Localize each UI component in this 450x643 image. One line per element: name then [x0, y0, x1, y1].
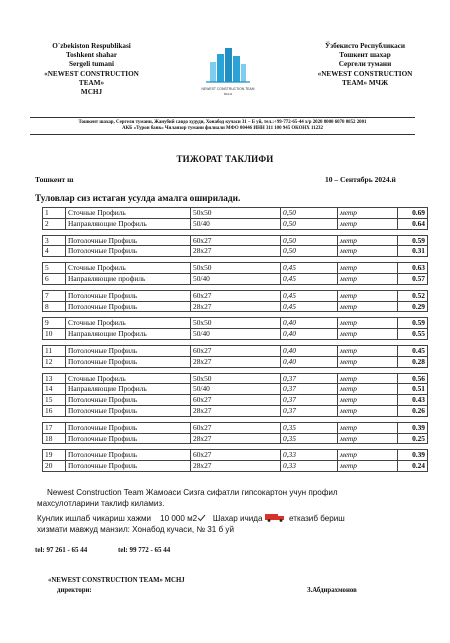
cell-n: 12	[43, 356, 66, 367]
cell-n: 15	[43, 395, 66, 406]
cell-unit: метр	[338, 450, 398, 461]
table-row	[43, 218, 428, 229]
header-divider-top	[30, 117, 415, 118]
header-right-line: «NEWEST CONSTRUCTION	[317, 69, 413, 78]
company-logo	[196, 40, 260, 104]
service-address: хизмати мавжуд манзил: Хонабод кучаси, № 31 б уй	[37, 524, 234, 534]
capacity-paragraph	[37, 513, 345, 535]
cell-n: 8	[43, 301, 66, 312]
cell-n: 5	[43, 263, 66, 274]
logo-subtext: MCHJ	[223, 92, 233, 96]
cell-size: 28x27	[191, 246, 281, 257]
cell-total: 0.45	[398, 345, 428, 356]
cell-price: 0,35	[281, 422, 338, 433]
cell-price: 0,37	[281, 395, 338, 406]
cell-price: 0,35	[281, 433, 338, 444]
cell-unit: метр	[338, 263, 398, 274]
cell-n: 1	[43, 208, 66, 219]
cell-name: Потолочные Профиль	[66, 246, 191, 257]
cell-size: 60x27	[191, 395, 281, 406]
cell-size: 50x50	[191, 318, 281, 329]
cell-unit: метр	[338, 405, 398, 416]
cell-size: 28x27	[191, 405, 281, 416]
cell-name: Потолочные Профиль	[66, 395, 191, 406]
cell-price: 0,40	[281, 318, 338, 329]
cell-n: 9	[43, 318, 66, 329]
capacity-value: 10 000 м2	[160, 514, 198, 523]
document-city: Тошкент ш	[35, 175, 74, 184]
cell-price: 0,37	[281, 405, 338, 416]
cell-total: 0.56	[398, 373, 428, 384]
cell-name: Потолочные Профиль	[66, 235, 191, 246]
cell-size: 28x27	[191, 461, 281, 472]
payment-note: Туловлар сиз истаган усулда амалга оширилади.	[35, 194, 241, 204]
cell-size: 60x27	[191, 235, 281, 246]
cell-n: 6	[43, 273, 66, 284]
cell-price: 0,45	[281, 273, 338, 284]
offer-line: Newest Construction Team Жамоаси Сизга сифатли гипсокартон учун профил	[47, 488, 338, 497]
cell-unit: метр	[338, 318, 398, 329]
delivery-text-start: Шахар ичида	[212, 514, 263, 523]
cell-unit: метр	[338, 273, 398, 284]
cell-size: 60x27	[191, 422, 281, 433]
table-row	[43, 329, 428, 340]
cell-price: 0,40	[281, 345, 338, 356]
cell-size: 60x27	[191, 450, 281, 461]
offer-line: махсулотларини таклиф киламиз.	[37, 498, 165, 508]
table-row	[43, 356, 428, 367]
table-row	[43, 433, 428, 444]
cell-n: 7	[43, 290, 66, 301]
cell-price: 0,33	[281, 461, 338, 472]
header-left-line: Sergeli tumani	[69, 60, 114, 69]
cell-price: 0,50	[281, 218, 338, 229]
cell-name: Потолочные Профиль	[66, 405, 191, 416]
table-row	[43, 405, 428, 416]
cell-name: Потолочные Профиль	[66, 433, 191, 444]
cell-total: 0.39	[398, 450, 428, 461]
cell-price: 0,50	[281, 208, 338, 219]
table-row	[43, 395, 428, 406]
table-row	[43, 235, 428, 246]
cell-name: Потолочные Профиль	[66, 422, 191, 433]
cell-n: 4	[43, 246, 66, 257]
cell-size: 50/40	[191, 218, 281, 229]
cell-name: Потолочные Профиль	[66, 290, 191, 301]
table-row	[43, 208, 428, 219]
cell-total: 0.55	[398, 329, 428, 340]
cell-size: 28x27	[191, 356, 281, 367]
document-title: ТИЖОРАТ ТАКЛИФИ	[176, 154, 274, 164]
header-right-line: Тошкент шахар	[339, 51, 391, 60]
cell-unit: метр	[338, 373, 398, 384]
capacity-line	[37, 513, 345, 525]
table-row	[43, 273, 428, 284]
cell-name: Потолочные Профиль	[66, 345, 191, 356]
cell-n: 10	[43, 329, 66, 340]
cell-total: 0.24	[398, 461, 428, 472]
table-row	[43, 384, 428, 395]
cell-total: 0.25	[398, 433, 428, 444]
cell-size: 50/40	[191, 329, 281, 340]
header-right-block	[300, 42, 430, 88]
cell-n: 11	[43, 345, 66, 356]
cell-price: 0,40	[281, 356, 338, 367]
cell-total: 0.64	[398, 218, 428, 229]
signature-company: «NEWEST CONSTRUCTION TEAM» МСНJ	[48, 577, 185, 584]
cell-price: 0,37	[281, 373, 338, 384]
cell-n: 13	[43, 373, 66, 384]
header-divider-bottom	[30, 134, 415, 135]
cell-price: 0,37	[281, 384, 338, 395]
cell-size: 28x27	[191, 433, 281, 444]
address-line: Тошкент шахар, Сергели тумани, Жанубий савдо худуди, Хонабод кучаси 31 – Б уй, тел.:+99-772-65-44 х/р 2020 8000 6070 0852 2001	[78, 120, 367, 125]
logo-text: NEWEST CONSTRUCTION TEAM	[201, 87, 255, 91]
cell-name: Сточные Профиль	[66, 208, 191, 219]
table-row	[43, 422, 428, 433]
cell-unit: метр	[338, 356, 398, 367]
table-row	[43, 345, 428, 356]
cell-price: 0,45	[281, 301, 338, 312]
phone-1: tel: 97 261 - 65 44	[35, 546, 88, 554]
phone-2: tel: 99 772 - 65 44	[118, 546, 171, 554]
header-left-line: Toshkent shahar	[65, 51, 118, 60]
offer-paragraph	[37, 488, 338, 509]
cell-total: 0.39	[398, 422, 428, 433]
table-row	[43, 318, 428, 329]
cell-n: 20	[43, 461, 66, 472]
cell-unit: метр	[338, 290, 398, 301]
signature-name: З.Абдирахмонов	[307, 587, 357, 594]
cell-total: 0.57	[398, 273, 428, 284]
document-date: 10 – Сентябрь 2024.й	[325, 175, 396, 184]
cell-n: 18	[43, 433, 66, 444]
signature-role: директори:	[57, 587, 92, 594]
header-right-line: Сергели тумани	[338, 60, 392, 69]
cell-total: 0.63	[398, 263, 428, 274]
cell-size: 50/40	[191, 273, 281, 284]
cell-size: 50/40	[191, 384, 281, 395]
cell-total: 0.51	[398, 384, 428, 395]
cell-total: 0.26	[398, 405, 428, 416]
cell-unit: метр	[338, 345, 398, 356]
cell-size: 50x50	[191, 373, 281, 384]
cell-name: Направляющие Профиль	[66, 384, 191, 395]
cell-name: Направляющие Профиль	[66, 218, 191, 229]
cell-n: 17	[43, 422, 66, 433]
cell-unit: метр	[338, 301, 398, 312]
cell-price: 0,50	[281, 235, 338, 246]
price-table	[42, 207, 428, 472]
capacity-label: Кунлик ишлаб чикариш хажми	[37, 514, 152, 523]
cell-price: 0,40	[281, 329, 338, 340]
cell-unit: метр	[338, 461, 398, 472]
table-row	[43, 373, 428, 384]
cell-total: 0.31	[398, 246, 428, 257]
table-row	[43, 246, 428, 257]
cell-unit: метр	[338, 235, 398, 246]
cell-name: Потолочные Профиль	[66, 301, 191, 312]
cell-n: 16	[43, 405, 66, 416]
cell-total: 0.52	[398, 290, 428, 301]
cell-size: 60x27	[191, 290, 281, 301]
cell-unit: метр	[338, 329, 398, 340]
table-row	[43, 290, 428, 301]
delivery-text-end: етказиб бериш	[289, 514, 345, 523]
cell-name: Сточные Профиль	[66, 373, 191, 384]
cell-total: 0.59	[398, 235, 428, 246]
cell-price: 0,45	[281, 290, 338, 301]
cell-name: Направляющие Профиль	[66, 329, 191, 340]
cell-price: 0,50	[281, 246, 338, 257]
cell-size: 50x50	[191, 208, 281, 219]
cell-unit: метр	[338, 246, 398, 257]
header-right-line: TEAM» МЧЖ	[341, 78, 389, 87]
cell-total: 0.69	[398, 208, 428, 219]
table-row	[43, 301, 428, 312]
table-row	[43, 263, 428, 274]
header-left-line: O`zbekiston Respublikasi	[52, 42, 131, 50]
cell-total: 0.28	[398, 356, 428, 367]
cell-name: Направляющие профиль	[66, 273, 191, 284]
cell-unit: метр	[338, 395, 398, 406]
cell-size: 50x50	[191, 263, 281, 274]
cell-unit: метр	[338, 218, 398, 229]
cell-unit: метр	[338, 208, 398, 219]
cell-price: 0,45	[281, 263, 338, 274]
cell-unit: метр	[338, 422, 398, 433]
cell-unit: метр	[338, 384, 398, 395]
cell-name: Потолочные Профиль	[66, 356, 191, 367]
bank-details-line: АКБ «Турон банк» Чиланзор тумани филиали МФО 00446 ИНН 311 100 945 ОКОНХ 11232	[122, 126, 323, 132]
cell-total: 0.59	[398, 318, 428, 329]
cell-name: Сточные Профиль	[66, 318, 191, 329]
cell-size: 28x27	[191, 301, 281, 312]
header-left-line: MCHJ	[80, 88, 103, 97]
cell-n: 19	[43, 450, 66, 461]
check-icon	[197, 514, 206, 522]
company-address	[30, 120, 415, 133]
cell-price: 0,33	[281, 450, 338, 461]
cell-name: Потолочные Профиль	[66, 461, 191, 472]
cell-total: 0.29	[398, 301, 428, 312]
cell-size: 60x27	[191, 345, 281, 356]
cell-unit: метр	[338, 433, 398, 444]
header-left-block	[34, 42, 149, 97]
header-right-line: Ўзбекисто Республикаси	[324, 42, 406, 50]
table-row	[43, 450, 428, 461]
cell-name: Потолочные Профиль	[66, 450, 191, 461]
cell-name: Сточные Профиль	[66, 263, 191, 274]
truck-icon	[265, 513, 287, 522]
cell-n: 2	[43, 218, 66, 229]
header-left-line: «NEWEST CONSTRUCTION TEAM»	[44, 69, 139, 87]
cell-n: 14	[43, 384, 66, 395]
cell-n: 3	[43, 235, 66, 246]
cell-total: 0.43	[398, 395, 428, 406]
table-row	[43, 461, 428, 472]
